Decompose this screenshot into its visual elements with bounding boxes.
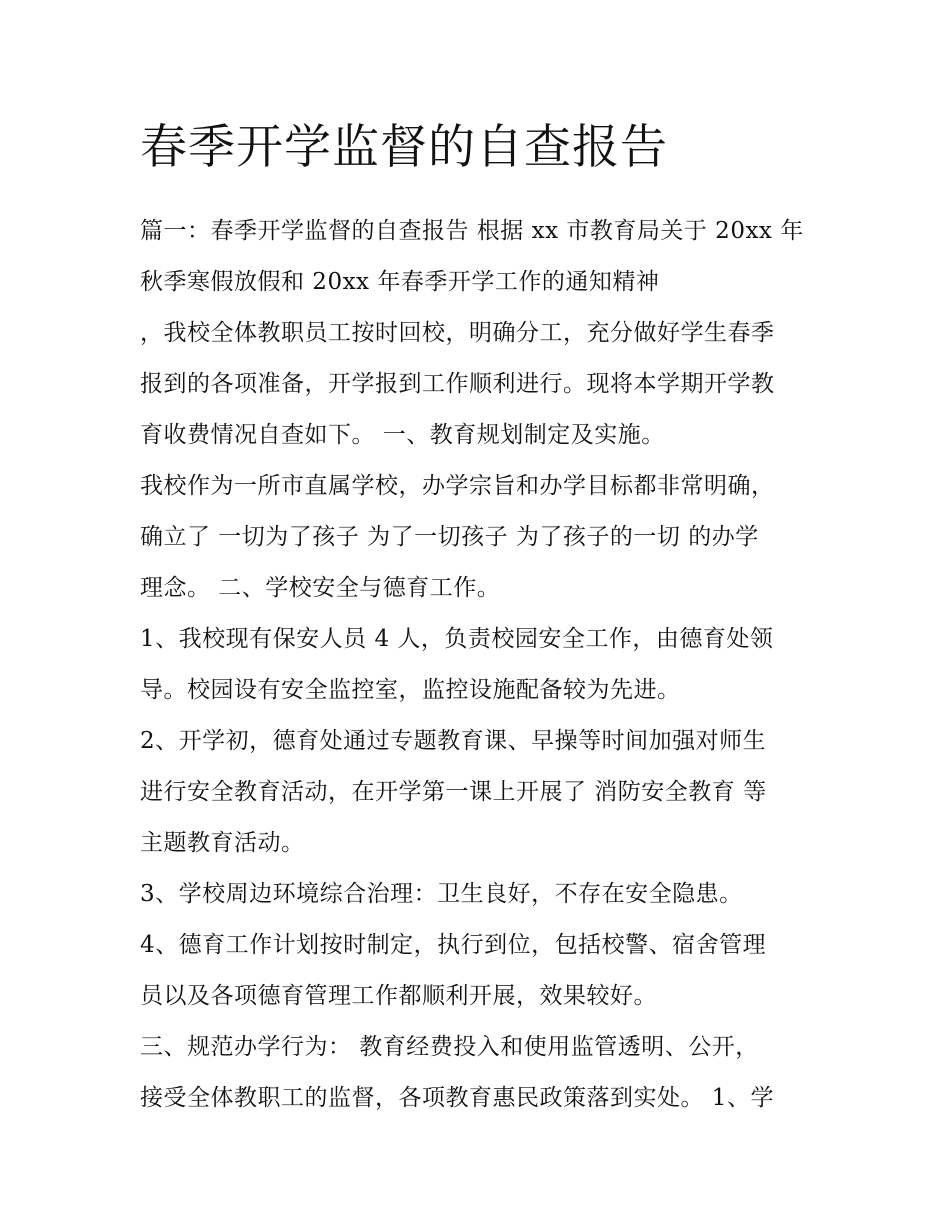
body-line: 理念。 二、学校安全与德育工作。 (140, 575, 501, 601)
document-page (140, 112, 830, 1124)
body-line: 3、学校周边环境综合治理：卫生良好，不存在安全隐患。 (140, 881, 743, 907)
body-line: 确立了 一切为了孩子 为了一切孩子 为了孩子的一切 的办学 (140, 524, 759, 550)
document-body (140, 206, 830, 1124)
body-line: 4、德育工作计划按时制定，执行到位，包括校警、宿舍管理 (140, 932, 767, 958)
body-line: 报到的各项准备，开学报到工作顺利进行。现将本学期开学教 (140, 371, 775, 397)
body-line: 三、规范办学行为： 教育经费投入和使用监管透明、公开， (140, 1034, 759, 1060)
body-line: 导。校园设有安全监控室，监控设施配备较为先进。 (140, 677, 681, 703)
body-line: 接受全体教职工的监督，各项教育惠民政策落到实处。 1、学 (140, 1085, 774, 1111)
body-line: 主题教育活动。 (140, 830, 305, 856)
body-line: ，我校全体教职员工按时回校，明确分工，充分做好学生春季 (140, 320, 775, 346)
body-line: 进行安全教育活动，在开学第一课上开展了 消防安全教育 等 (140, 779, 767, 805)
body-line: 员以及各项德育管理工作都顺利开展，效果较好。 (140, 983, 657, 1009)
document-title: 春季开学监督的自查报告 (140, 120, 668, 175)
body-line: 我校作为一所市直属学校，办学宗旨和办学目标都非常明确， (140, 473, 775, 499)
body-line: 篇一：春季开学监督的自查报告 根据 xx 市教育局关于 20xx 年 (140, 218, 804, 244)
body-line: 秋季寒假放假和 20xx 年春季开学工作的通知精神 (140, 269, 660, 295)
body-line: 育收费情况自查如下。 一、教育规划制定及实施。 (140, 422, 665, 448)
body-line: 1、我校现有保安人员 4 人，负责校园安全工作，由德育处领 (140, 626, 774, 652)
body-line: 2、开学初，德育处通过专题教育课、早操等时间加强对师生 (140, 728, 767, 754)
